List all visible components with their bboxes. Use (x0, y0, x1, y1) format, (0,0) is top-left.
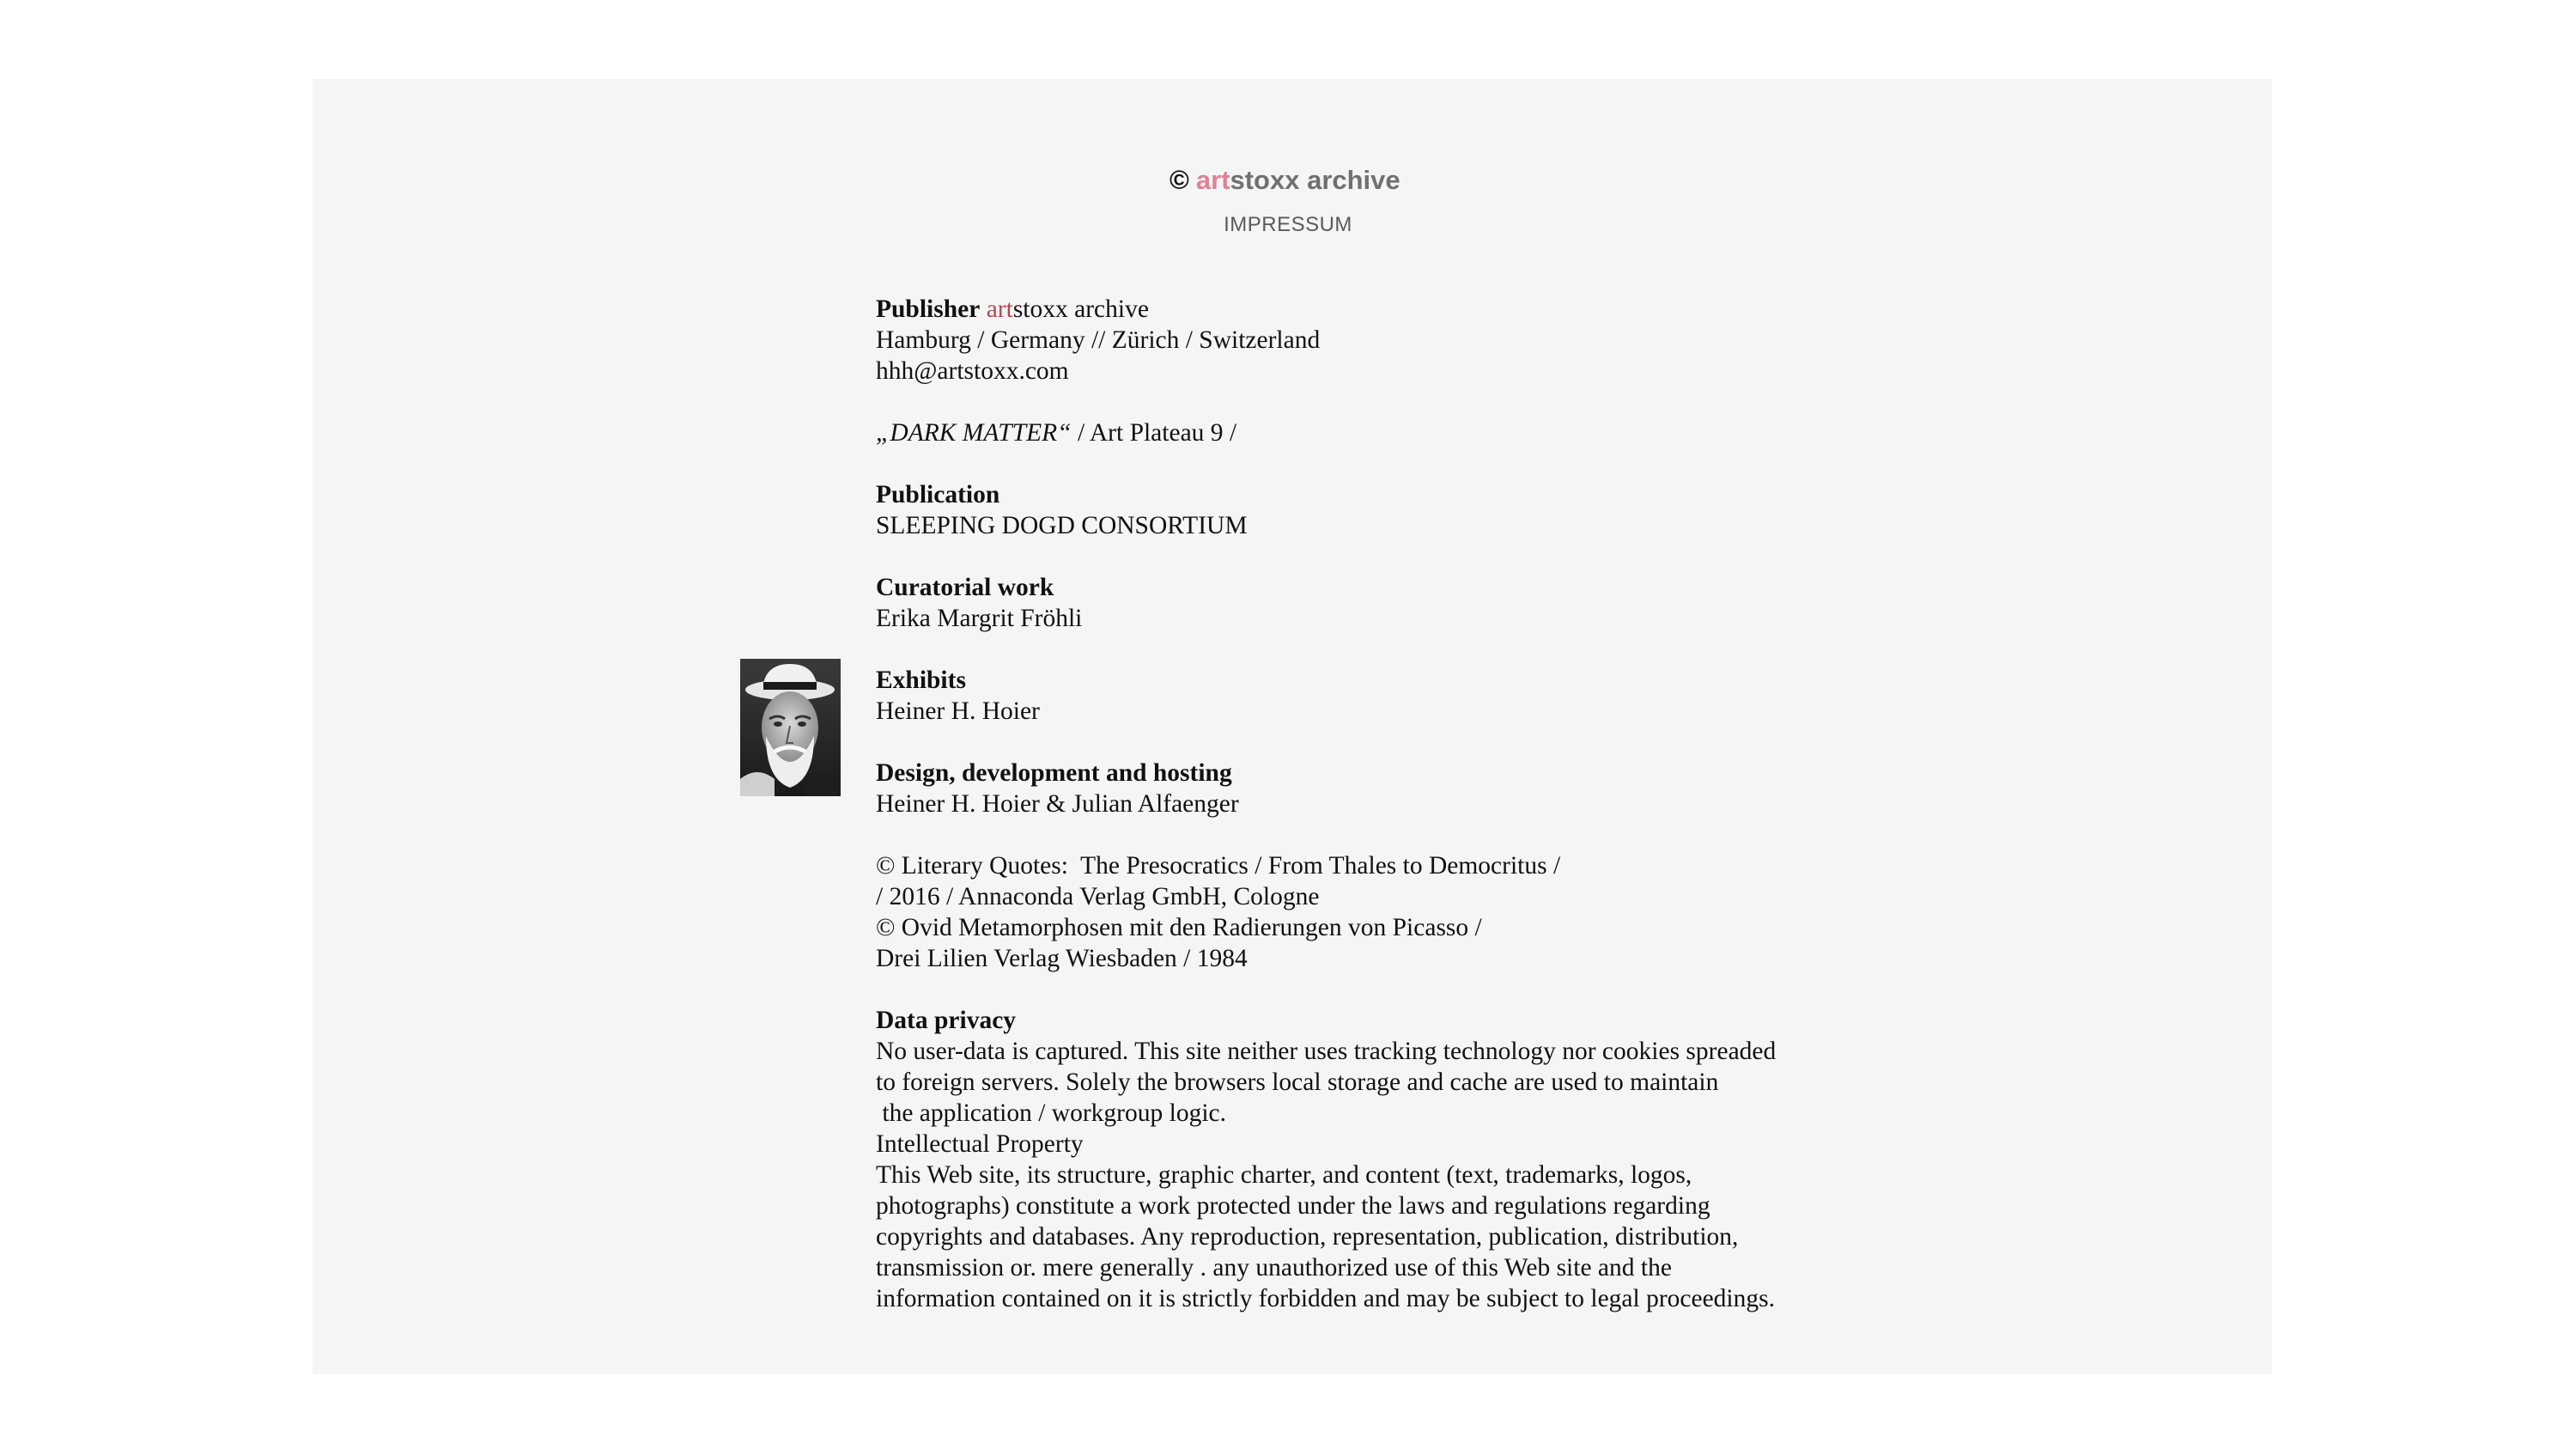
copyright-symbol: © (1170, 165, 1189, 195)
title-italic: „DARK MATTER“ (876, 419, 1072, 447)
publisher-line (876, 294, 1872, 325)
design-label: Design, development and hosting (876, 759, 1232, 787)
quote-line: © Ovid Metamorphosen mit den Radierungen von Picasso / (876, 914, 1482, 941)
publisher-label: Publisher (876, 295, 981, 323)
quote-line: / 2016 / Annaconda Verlag GmbH, Cologne (876, 883, 1320, 910)
curatorial-value: Erika Margrit Fröhli (876, 605, 1083, 632)
publisher-name-rest: stoxx archive (1012, 295, 1149, 323)
quote-line: © Literary Quotes: The Presocratics / From Thales to Democritus / (876, 852, 1561, 880)
title-line (876, 417, 1872, 448)
ip-label: Intellectual Property (876, 1130, 1084, 1158)
publication-label: Publication (876, 481, 1000, 508)
portrait-photo-icon (740, 659, 841, 796)
brand-name-rest: stoxx archive (1230, 165, 1400, 195)
publisher-email: hhh@artstoxx.com (876, 357, 1069, 385)
ip-line: This Web site, its structure, graphic charter, and content (text, trademarks, logos, (876, 1161, 1692, 1189)
title-rest: / Art Plateau 9 / (1071, 419, 1237, 447)
impressum-content (876, 294, 1872, 1314)
ip-line: photographs) constitute a work protected under the laws and regulations regarding (876, 1192, 1710, 1220)
privacy-line: No user-data is captured. This site neither uses tracking technology nor cookies spreaded (876, 1038, 1777, 1065)
privacy-line: the application / workgroup logic. (876, 1099, 1226, 1127)
publisher-name-art: art (986, 295, 1013, 323)
publication-value: SLEEPING DOGD CONSORTIUM (876, 512, 1248, 539)
publisher-location: Hamburg / Germany // Zürich / Switzerland (876, 326, 1321, 354)
privacy-label: Data privacy (876, 1007, 1017, 1034)
quote-line: Drei Lilien Verlag Wiesbaden / 1984 (876, 945, 1248, 972)
ip-line: information contained on it is strictly forbidden and may be subject to legal proceedings. (876, 1285, 1775, 1312)
design-value: Heiner H. Hoier & Julian Alfaenger (876, 790, 1239, 818)
brand-name-art: art (1195, 165, 1230, 195)
exhibits-value: Heiner H. Hoier (876, 697, 1040, 725)
ip-line: transmission or. mere generally . any unauthorized use of this Web site and the (876, 1254, 1672, 1282)
curatorial-label: Curatorial work (876, 574, 1054, 601)
exhibits-label: Exhibits (876, 667, 966, 694)
page-subtitle: IMPRESSUM (1224, 213, 1352, 236)
ip-line: copyrights and databases. Any reproduction, representation, publication, distribution, (876, 1223, 1739, 1251)
privacy-line: to foreign servers. Solely the browsers local storage and cache are used to maintain (876, 1068, 1719, 1096)
brand-logo (1170, 160, 1400, 201)
